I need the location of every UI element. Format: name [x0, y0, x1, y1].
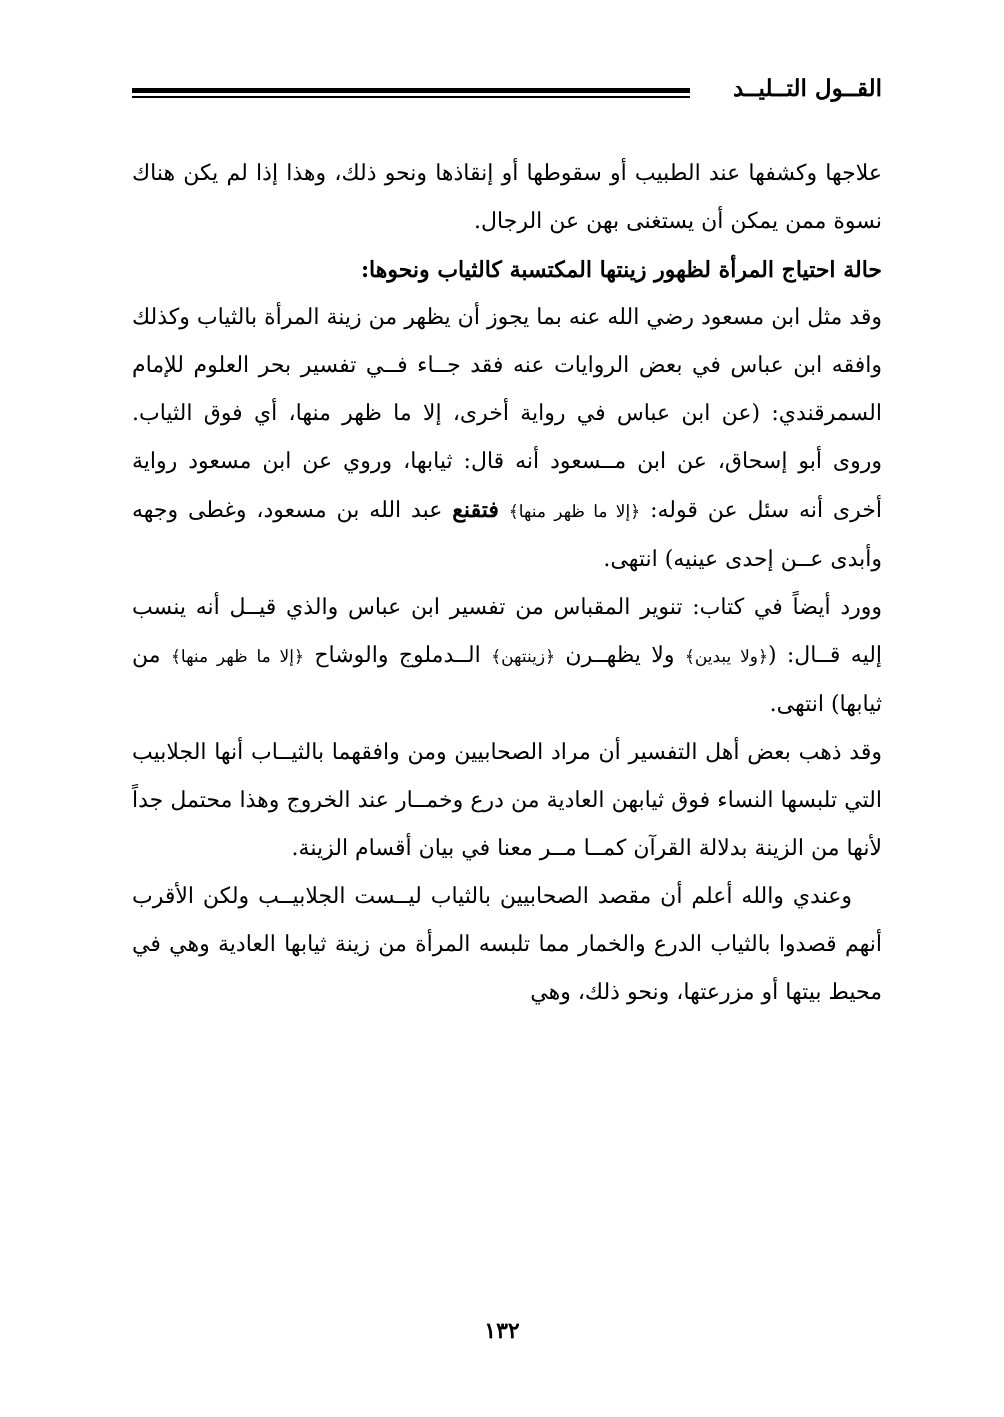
paragraph-3-text-c: الــدملوج والوشاح [314, 643, 481, 668]
quran-verse-1: ﴿إلا ما ظهر منها﴾ [508, 502, 641, 522]
quran-verse-4: ﴿إلا ما ظهر منها﴾ [170, 647, 304, 667]
paragraph-1: علاجها وكشفها عند الطبيب أو سقوطها أو إنقاذها ونحو ذلك، وهذا إذا لم يكن هناك نسوة ممن يمكن أن يستغنى بهن عن الرجال. [132, 161, 882, 234]
paragraph-5: وعندي والله أعلم أن مقصد الصحابيين بالثياب ليــست الجلابيــب ولكن الأقرب أنهم قصدوا بالثياب الدرع والخمار مما تلبسه المرأة من زينة ثيابها العادية وهي في محيط بيتها أو مزرعتها، ونحو ذلك، وهي [132, 884, 883, 1005]
page-number: ١٣٢ [484, 1318, 520, 1344]
header-rule-thick [132, 88, 690, 93]
paragraph-3-text-a: وورد أيضاً في كتاب: تنوير المقباس من تفسير ابن عباس والذي قيــل أنه ينسب إليه قــال: ( [132, 595, 883, 668]
page-header [132, 72, 882, 112]
paragraph-2-text-a: وقد مثل ابن مسعود رضي الله عنه بما يجوز أن يظهر من زينة المرأة بالثياب وكذلك وافقه ابن عباس في بعض الروايات عنه فقد جــاء فــي تفسير بحر العلوم للإمام السمرقندي: (عن ابن عباس في رواية أخرى، إلا ما ظهر منها، أي فوق الثياب. وروى أبو إسحاق، عن ابن مــسعود أنه قال: ثيابها، وروي عن ابن مسعود رواية أخرى أنه سئل عن قوله: [132, 305, 883, 523]
paragraph-4: وقد ذهب بعض أهل التفسير أن مراد الصحابيين ومن وافقهما بالثيــاب أنها الجلابيب التي تلبسها النساء فوق ثيابهن العادية من درع وخمــار عند الخروج وهذا محتمل جداً لأنها من الزينة بدلالة القرآن كمــا مــر معنا في بيان أقسام الزينة. [132, 740, 882, 861]
paragraph-3-text-d: من ثيابها) انتهى. [132, 643, 882, 717]
page-body [132, 150, 882, 1017]
header-rule-thin [132, 96, 690, 98]
paragraph-3 [132, 584, 882, 729]
quran-verse-2: ﴿ولا يبدين﴾ [684, 647, 768, 667]
section-heading: حالة احتياج المرأة لظهور زينتها المكتسبة كالثياب ونحوها: [360, 257, 882, 283]
paragraph-2 [132, 294, 882, 584]
paragraph-2-text-b: عبد الله بن مسعود، وغطى وجهه وأبدى عــن إحدى عينيه) انتهى. [132, 498, 882, 572]
emphasized-word: فتقنع [452, 497, 499, 523]
paragraph-3-text-b: ولا يظهــرن [565, 643, 675, 668]
quran-verse-3: ﴿زينتهن﴾ [491, 647, 556, 667]
book-title: القــول التــليــد [732, 75, 882, 102]
